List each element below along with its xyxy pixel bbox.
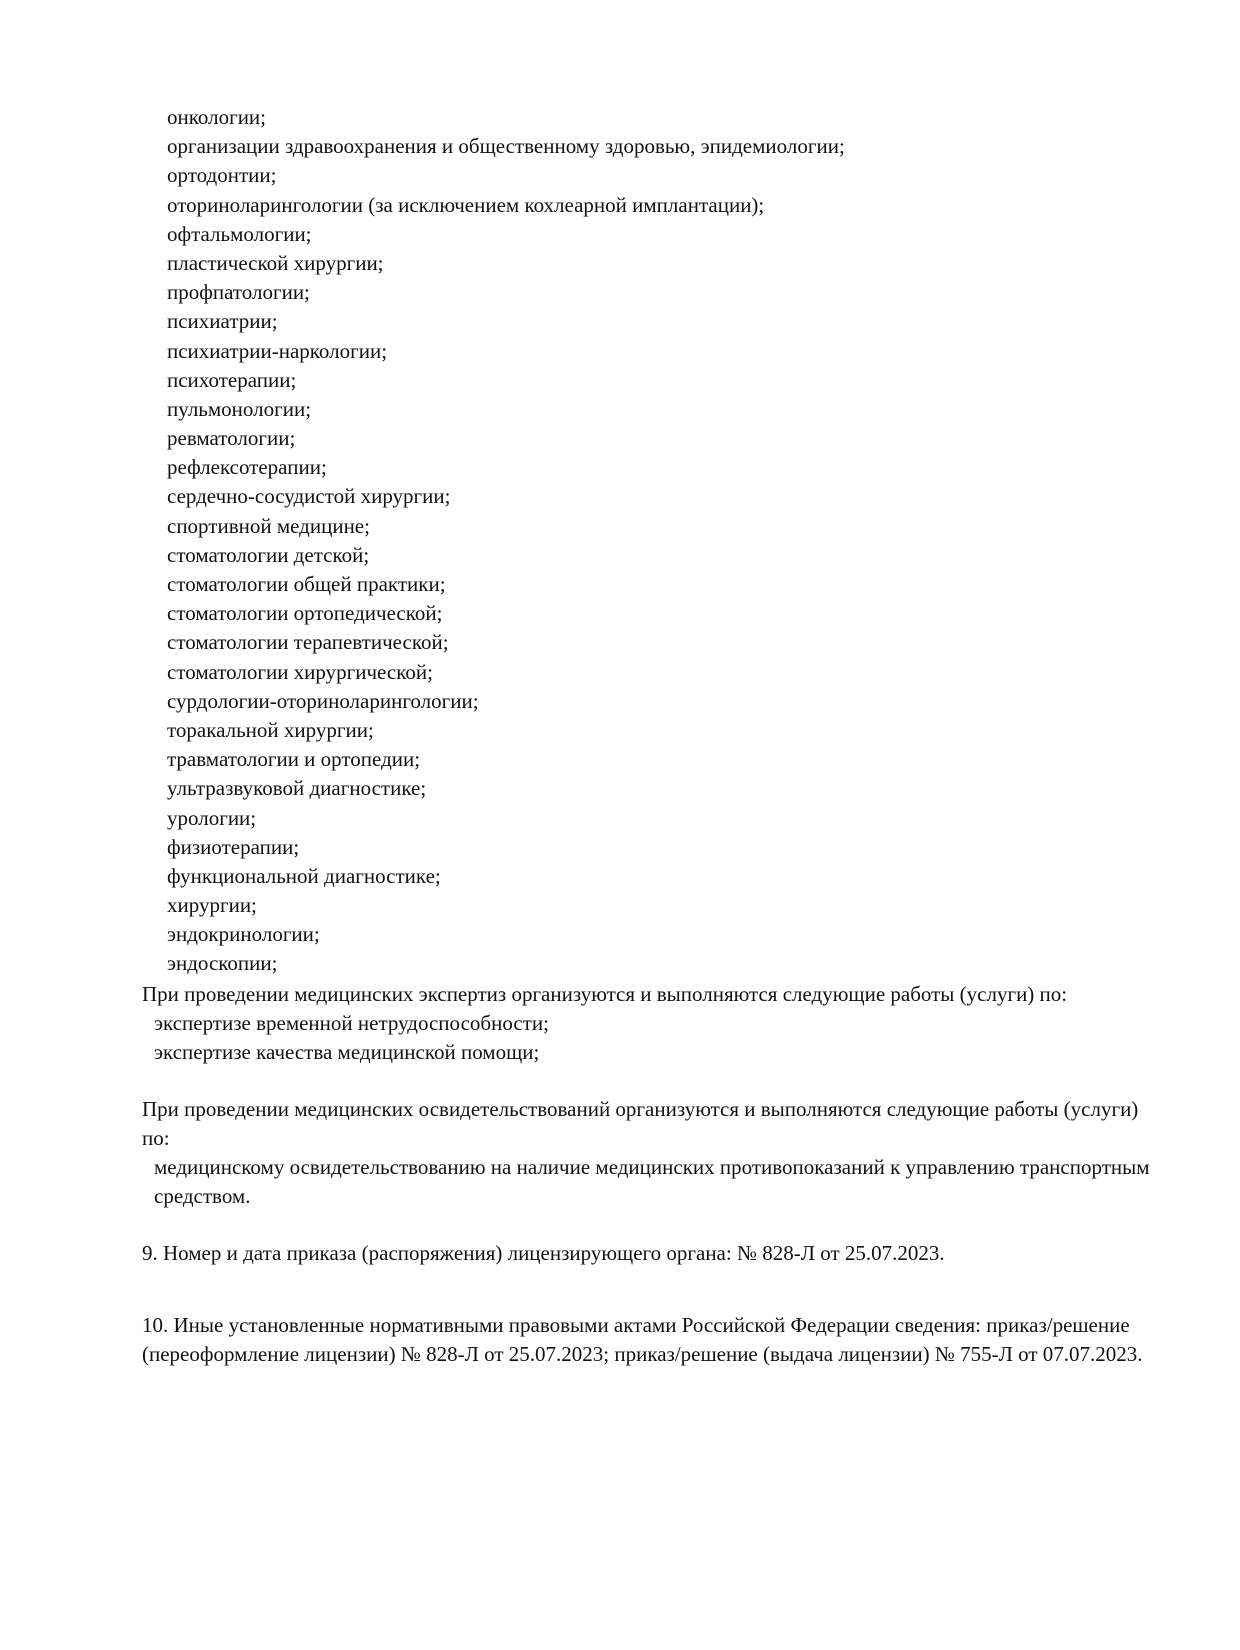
list-item: травматологии и ортопедии; [167,747,421,772]
list-item: урологии; [167,805,257,830]
expertise-item: экспертизе качества медицинской помощи; [154,1040,540,1064]
list-item: психиатрии; [167,309,278,334]
list-item: организации здравоохранения и общественному здоровью, эпидемиологии; [167,134,845,159]
list-item: спортивной медицине; [167,513,370,538]
section-9-text: 9. Номер и дата приказа (распоряжения) лицензирующего органа: № 828-Л от 25.07.2023. [142,1241,945,1265]
list-item: функциональной диагностике; [167,863,441,888]
list-item: сердечно-сосудистой хирургии; [167,484,451,509]
list-item: стоматологии терапевтической; [167,630,449,655]
specialties-list [167,103,1167,979]
list-item: сурдологии-оториноларингологии; [167,688,479,713]
list-item: психотерапии; [167,367,297,392]
list-item: офтальмологии; [167,221,312,246]
list-item: эндокринологии; [167,922,320,947]
examination-section [142,1095,1152,1211]
list-item: пластической хирургии; [167,250,384,275]
list-item: онкологии; [167,105,267,129]
list-item: рефлексотерапии; [167,455,327,480]
list-item: торакальной хирургии; [167,717,374,742]
list-item: оториноларингологии (за исключением кохлеарной имплантации); [167,192,765,217]
list-item: физиотерапии; [167,834,300,859]
list-item: хирургии; [167,893,257,918]
section-10 [142,1311,1152,1369]
examination-intro: При проведении медицинских освидетельствований организуются и выполняются следующие работы (услуги) по: [142,1097,1139,1150]
section-9 [142,1239,1152,1268]
expertise-item: экспертизе временной нетрудоспособности; [154,1011,549,1035]
list-item: стоматологии ортопедической; [167,601,443,626]
list-item: стоматологии общей практики; [167,572,446,596]
list-item: пульмонологии; [167,396,312,421]
list-item: ортодонтии; [167,163,277,188]
list-item: ультразвуковой диагностике; [167,776,427,801]
list-item: стоматологии детской; [167,542,370,567]
examination-item: медицинскому освидетельствованию на наличие медицинских противопоказаний к управлению транспортным средством. [154,1155,1150,1208]
list-item: ревматологии; [167,426,296,451]
list-item: стоматологии хирургической; [167,659,433,684]
section-10-text: 10. Иные установленные нормативными правовыми актами Российской Федерации сведения: приказ/решение (переоформление лицензии) № 828-Л от 25.07.2023; приказ/решение (выдача лицензии) № 755-Л от 07.07.2023. [142,1313,1143,1366]
list-item: эндоскопии; [167,951,278,976]
list-item: психиатрии-наркологии; [167,338,388,363]
list-item: профпатологии; [167,280,310,305]
expertise-section [142,980,1152,1067]
expertise-intro: При проведении медицинских экспертиз организуются и выполняются следующие работы (услуги) по: [142,982,1068,1006]
